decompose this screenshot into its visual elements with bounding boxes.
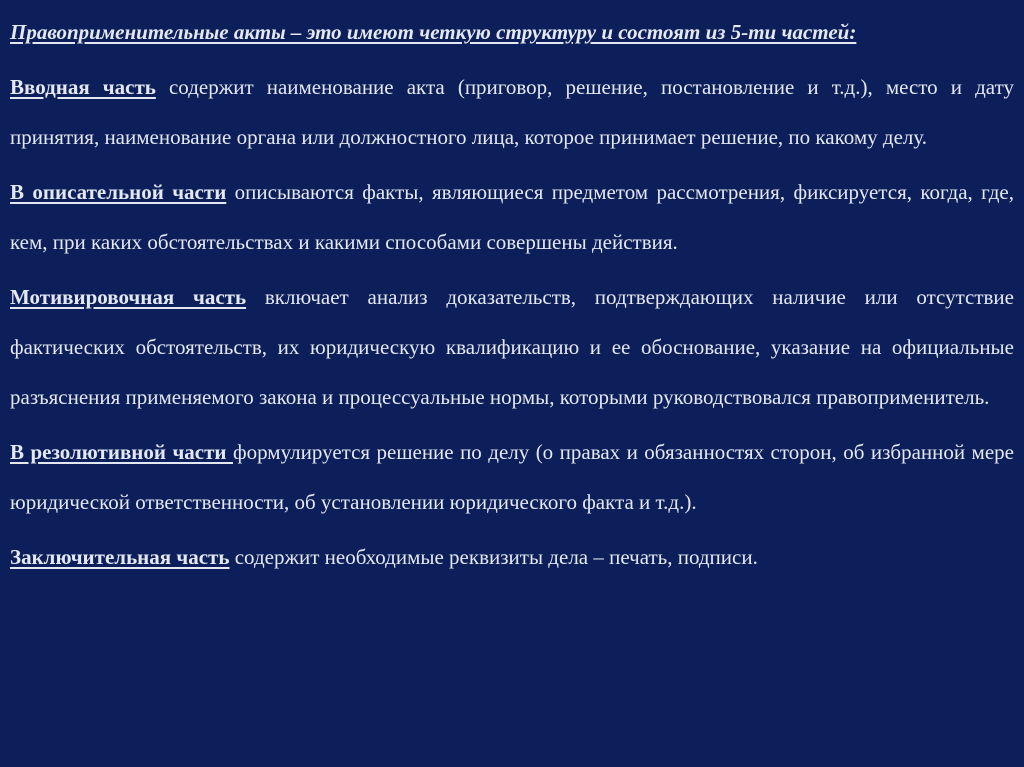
paragraph-text: содержит наименование акта (приговор, решение, постановление и т.д.), место и дату принятия, наименование органа или должностного лица, которое принимает решение, по какому делу. [10, 75, 1014, 149]
paragraph-descriptive-part [10, 167, 1014, 267]
term-resolutive-part: В резолютивной части [10, 440, 233, 464]
slide-heading-paragraph [10, 7, 1014, 57]
term-final-part: Заключительная часть [10, 545, 230, 569]
paragraph-final-part [10, 532, 1014, 582]
paragraph-text: содержит необходимые реквизиты дела – печать, подписи. [229, 545, 758, 569]
paragraph-motivational-part [10, 272, 1014, 422]
term-intro-part: Вводная часть [10, 75, 156, 99]
paragraph-text: включает анализ доказательств, подтверждающих наличие или отсутствие фактических обстоятельств, их юридическую квалификацию и ее обоснование, указание на официальные разъяснения применяемого закона и процессуальные нормы, которыми руководствовался правоприменитель. [10, 285, 1014, 409]
paragraph-intro-part [10, 62, 1014, 162]
paragraph-text: описываются факты, являющиеся предметом рассмотрения, фиксируется, когда, где, кем, при каких обстоятельствах и какими способами совершены действия. [10, 180, 1015, 254]
paragraph-resolutive-part [10, 427, 1014, 527]
term-motivational-part: Мотивировочная часть [10, 285, 247, 309]
paragraph-text: формулируется решение по делу (о правах и обязанностях сторон, об избранной мере юридической ответственности, об установлении юридического факта и т.д.). [10, 440, 1014, 514]
term-descriptive-part: В описательной части [10, 180, 227, 204]
slide-heading: Правоприменительные акты – это имеют четкую структуру и состоят из 5-ти частей: [10, 20, 857, 44]
